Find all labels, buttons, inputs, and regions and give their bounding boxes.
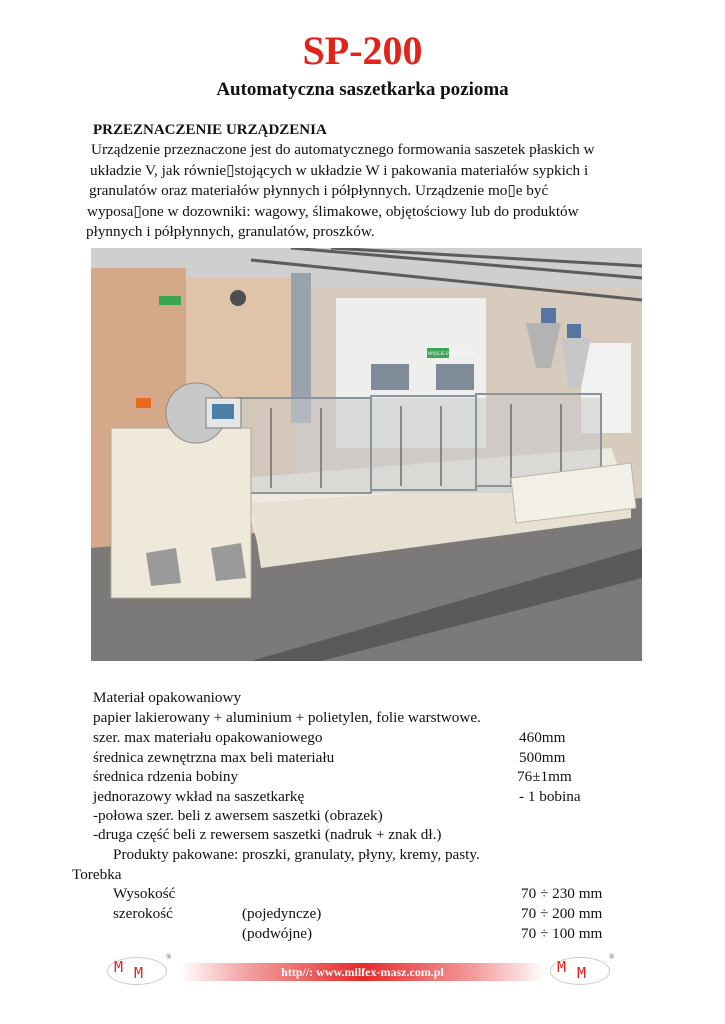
- registered-mark: ®: [166, 953, 172, 961]
- second-half-note: -druga część beli z rewersem saszetki (nadruk + znak dł.): [93, 826, 442, 843]
- company-logo-left: [107, 953, 172, 985]
- outer-diameter-value: 500mm: [519, 749, 566, 766]
- page-title: SP-200: [302, 28, 423, 73]
- products-line: Produkty pakowane: proszki, granulaty, płyny, kremy, pasty.: [113, 846, 480, 863]
- height-value: 70 ÷ 230 mm: [521, 885, 603, 902]
- half-width-note: -połowa szer. beli z awersem saszetki (obrazek): [93, 807, 383, 824]
- single-load-label: jednorazowy wkład na saszetkarkę: [93, 788, 305, 805]
- double-label: (podwójne): [242, 925, 313, 942]
- single-value: 70 ÷ 200 mm: [521, 905, 603, 922]
- intro-line: układzie V, jak równie▯stojących w układzie W i pakowania materiałów sypkich i: [90, 161, 589, 179]
- double-value: 70 ÷ 100 mm: [521, 925, 603, 942]
- logo-letter: M: [577, 964, 587, 982]
- single-load-value: - 1 bobina: [519, 788, 581, 805]
- single-label: (pojedyncze): [242, 905, 322, 922]
- intro-line: wyposa▯one w dozowniki: wagowy, ślimakowe, objętościowy lub do produktów: [87, 202, 579, 220]
- logo-letter: M: [114, 958, 124, 976]
- bag-heading: Torebka: [72, 866, 122, 883]
- registered-mark: ®: [609, 953, 615, 961]
- core-diameter-value: 76±1mm: [517, 768, 572, 785]
- material-heading: Materiał opakowaniowy: [93, 689, 242, 706]
- intro-line: płynnych i półpłynnych, granulatów, proszków.: [86, 223, 375, 240]
- intro-line: Urządzenie przeznaczone jest do automatycznego formowania saszetek płaskich w: [91, 141, 595, 158]
- section-heading: PRZEZNACZENIE URZĄDZENIA: [93, 122, 327, 138]
- outer-diameter-label: średnica zewnętrzna max beli materiału: [93, 749, 335, 766]
- page-subtitle: Automatyczna saszetkarka pozioma: [216, 79, 509, 100]
- logo-letter: M: [134, 964, 144, 982]
- company-logo-right: [550, 953, 615, 985]
- machine-photo: [91, 248, 642, 661]
- max-width-label: szer. max materiału opakowaniowego: [93, 729, 323, 746]
- height-label: Wysokość: [113, 885, 176, 902]
- exit-sign-text: WYJŚCIE EWAKUACYJNE: [428, 351, 475, 356]
- material-types: papier lakierowany + aluminium + polietylen, folie warstwowe.: [93, 709, 481, 726]
- logo-letter: M: [557, 958, 567, 976]
- core-diameter-label: średnica rdzenia bobiny: [93, 768, 239, 785]
- website-link[interactable]: http//: www.milfex-masz.com.pl: [281, 965, 444, 979]
- intro-line: granulatów oraz materiałów płynnych i półpłynnych. Urządzenie mo▯e być: [89, 182, 549, 199]
- max-width-value: 460mm: [519, 729, 566, 746]
- intro-paragraph: [86, 140, 666, 243]
- width-label: szerokość: [113, 905, 173, 922]
